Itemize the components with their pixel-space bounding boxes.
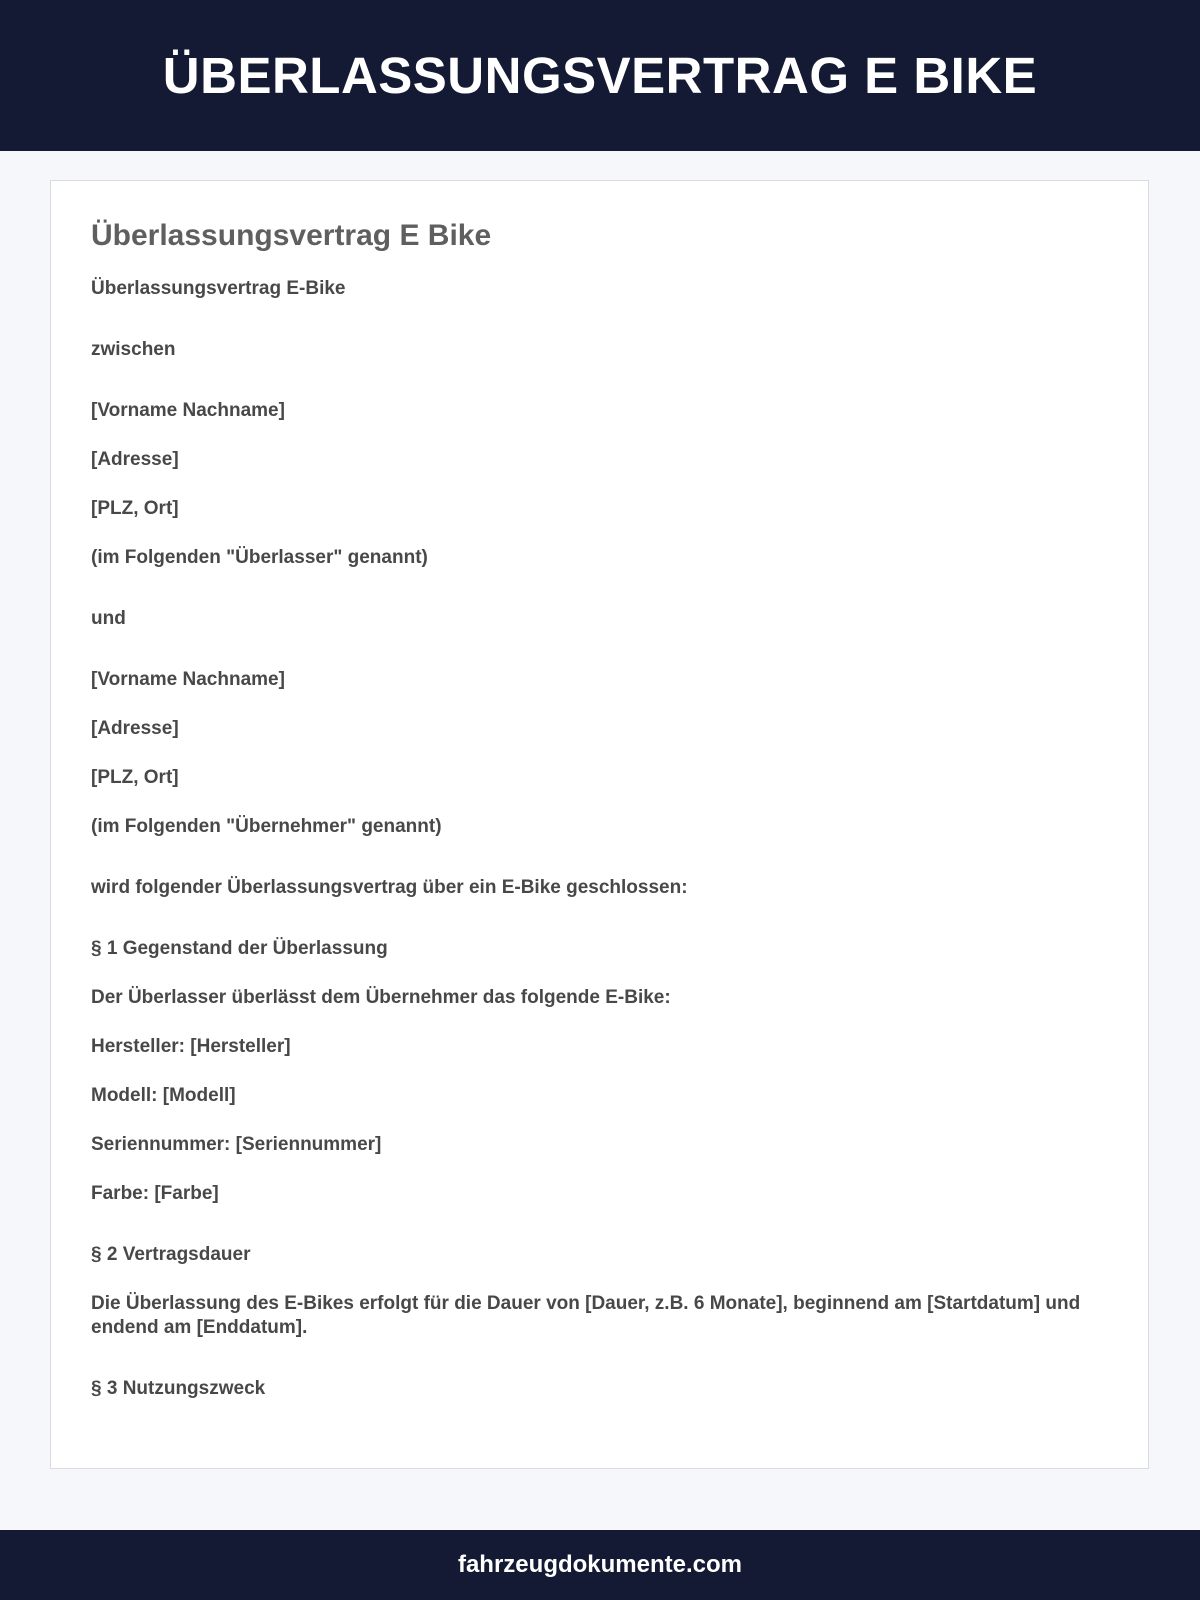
document-title: Überlassungsvertrag E Bike [91, 219, 492, 252]
document-paragraph: und [91, 608, 126, 629]
page-header-title: ÜBERLASSUNGSVERTRAG E BIKE [162, 47, 1038, 104]
document-paragraph: [Adresse] [91, 449, 179, 470]
document-paragraph: Hersteller: [Hersteller] [91, 1036, 291, 1057]
document-paragraph: [Vorname Nachname] [91, 400, 285, 421]
document-paragraph: [PLZ, Ort] [91, 498, 179, 519]
document-card [50, 180, 1149, 1469]
footer-site-name: fahrzeugdokumente.com [457, 1551, 743, 1578]
document-paragraph: (im Folgenden "Überlasser" genannt) [91, 547, 428, 568]
document-paragraph: wird folgender Überlassungsvertrag über ein E-Bike geschlossen: [91, 877, 688, 898]
section-heading: § 1 Gegenstand der Überlassung [91, 938, 388, 959]
document-paragraph: [Adresse] [91, 718, 179, 739]
section-heading: § 2 Vertragsdauer [91, 1244, 251, 1265]
document-paragraph: [Vorname Nachname] [91, 669, 285, 690]
section-heading: § 3 Nutzungszweck [91, 1378, 266, 1399]
page-header [0, 0, 1200, 151]
document-paragraph: Modell: [Modell] [91, 1085, 236, 1106]
document-paragraph: zwischen [91, 339, 176, 360]
document-paragraph: Überlassungsvertrag E-Bike [91, 278, 346, 299]
document-paragraph: [PLZ, Ort] [91, 767, 179, 788]
document-paragraph: (im Folgenden "Übernehmer" genannt) [91, 816, 442, 837]
document-paragraph: Die Überlassung des E-Bikes erfolgt für die Dauer von [Dauer, z.B. 6 Monate], beginnend am [Startdatum] und endend am [Enddatum]. [91, 1293, 1081, 1338]
document-paragraph: Der Überlasser überlässt dem Übernehmer das folgende E-Bike: [91, 987, 671, 1008]
document-body [91, 277, 1111, 1426]
document-paragraph: Seriennummer: [Seriennummer] [91, 1134, 382, 1155]
page-footer [0, 1530, 1200, 1600]
document-paragraph: Farbe: [Farbe] [91, 1183, 219, 1204]
